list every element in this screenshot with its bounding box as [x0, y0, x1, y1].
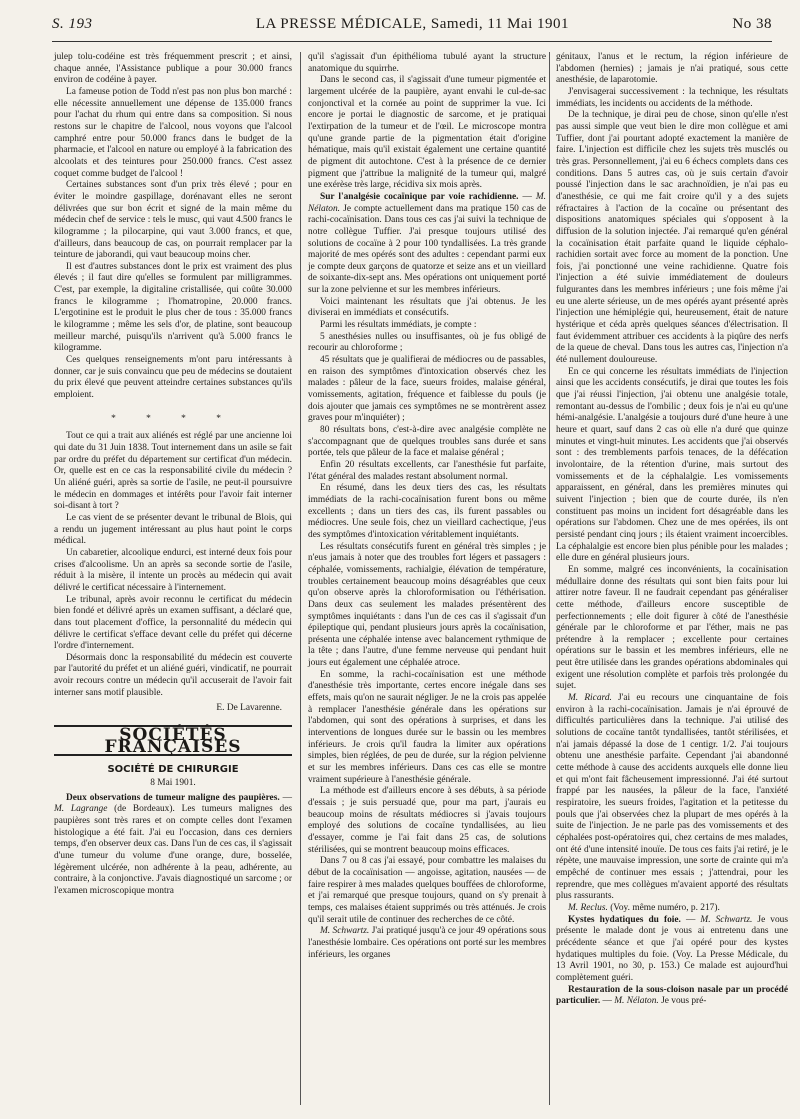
paragraph: Désormais donc la responsabilité du médecin est couverte par l'autorité du préfet et un aliéné guéri, vindicatif, ne pourrait avoir recours contre un médecin qu'il accuserait de l'avoir fait interner sans motif plausible.: [54, 652, 292, 698]
paragraph: julep tolu-codéine est très fréquemment prescrit ; et ainsi, chaque année, l'Assistance publique a pour 30.000 francs environ de codéine à payer.: [54, 52, 292, 86]
section-title: SOCIÉTÉS FRANÇAISES: [54, 725, 292, 756]
paragraph: Dans 7 ou 8 cas j'ai essayé, pour combattre les malaises du début de la cocaïnisation — angoisse, agitation, nausées — de faire respirer à mes malades quelques bouffées de chloroforme, et j'ai remarqué que presque toujours, quand on s'y prenait à temps, ces malaises étaient supprimés ou très atténués. Je crois qu'il serait utile de continuer des recherches de ce côté.: [308, 856, 546, 925]
paragraph: 45 résultats que je qualifierai de médiocres ou de passables, en raison des symptômes d'intoxication observés chez les malades : pâleur de la face, sueurs froides, malaise général, vomissements, agitation, fréquence et faiblesse du pouls (je dois ajouter que jamais ces symptômes ne se montrèrent assez graves pour m'inquiéter) ;: [308, 355, 546, 424]
paragraph: Sur l'analgésie cocaïnique par voie rachidienne. — M. Nélaton. Je compte actuellement dans ma pratique 150 cas de rachi-cocaïnisation. Dans tous ces cas j'ai suivi la technique de notre collègue Tuffier. J'ai presque toujours utilisé des solutions de cocaïne à 2 pour 100 tyndallisées. La très grande majorité de mes opérés sont des adultes : cependant parmi eux je compte deux garçons de quatorze et seize ans et un vieillard de soixante-dix-sept ans. Mes opérations ont uniquement porté sur la zone pelvienne et sur les membres inférieurs.: [308, 191, 547, 296]
session-date: 8 Mai 1901.: [150, 778, 196, 789]
paragraph-text: Je compte actuellement dans ma pratique 150 cas de rachi-cocaïnisation. Dans tous ces cas j'ai suivi la technique de notre collègue Tuffier. J'ai presque toujours utilisé des solutions de cocaïne à 2 pour 100 tyndallisées. La très grande majorité de mes opérés sont des adultes : cependant parmi eux je compte deux garçons de quatorze et seize ans et un vieillard de soixante-dix-sept ans. Mes opérations ont uniquement porté sur la zone pelvienne et sur les membres inférieurs.: [308, 203, 547, 296]
paragraph: [556, 903, 788, 915]
paragraph: Tout ce qui a trait aux aliénés est réglé par une ancienne loi qui date du 31 Juin 1838. Tout internement dans un asile se fait par ordre du préfet du département sur certificat d'un médecin. Or, quelle est en ce cas la responsabilité civile du médecin ? Un aliéné guéri, après sa sortie de l'asile, ne peut-il poursuivre le médecin en dommages et intérêts pour l'avoir fait interner soi-disant à tort ?: [54, 431, 292, 512]
paragraph-text: J'ai eu recours une cinquantaine de fois environ à la rachi-cocaïnisation. Jamais je n'ai éprouvé de difficultés particulières dans la technique. J'ai utilisé des solutions de cocaïne tantôt tyndallisées, tantôt stérilisées, et n'ai jamais dépassé la dose de 1 centigr. 1/2. J'ai toujours obtenu une anesthésie parfaite. Cependant j'ai abandonné cette méthode à cause des accidents auxquels elle donne lieu et qui m'ont fait fâcheusement impressionné. J'ai été surtout frappé par les nausées, la pâleur de la face, l'anxiété respiratoire, les sueurs froides, l'agitation et la petitesse du pouls que j'ai observées chez la plupart de mes opérés à la suite de l'injection. Je ne parle pas des vomissements et des céphalées post-opératoires qui, chez certains de mes malades, ont été d'une intensité inouïe. De tous ces faits j'ai retiré, je le répète, une mauvaise impression, une sorte de crainte qui m'a empêché de continuer mes essais ; j'attendrai, pour les reprendre, que mes collègues m'avaient apporté des résultats plus rassurants.: [556, 693, 789, 902]
paragraph: En ce qui concerne les résultats immédiats de l'injection ainsi que les accidents consécutifs, je dirai que toutes les fois que j'ai réussi l'injection, j'ai obtenu une analgésie totale, remontant au-dessus de l'ombilic ; deux fois je n'ai eu qu'une hémi-analgésie. L'analgésie a toujours duré d'une heure à une heure et quart, sauf dans 2 cas où elle n'a duré que quinze minutes et vingt-huit minutes. Les accidents que j'ai observés sont : des tremblements parfois tenaces, de la défécation involontaire, de la rétention d'urine, mais surtout des vomissements et de la céphalalgie. Les vomissements apparaissent, en général, dans les premières minutes qui suivent l'injection ; bien que de courte durée, ils n'en constituent pas moins un incident fort désagréable dans les opérations sur l'abdomen. Chez une de mes opérées, ils ont persisté pendant cinq jours ; ils étaient vraiment incoercibles. La céphalalgie est encore bien plus pénible pour les malades ; elle dure en général plusieurs jours.: [556, 366, 788, 564]
page-header: [52, 16, 772, 38]
article-heading: Sur l'analgésie cocaïnique par voie rachidienne.: [320, 191, 519, 202]
paragraph: J'envisagerai successivement : la technique, les résultats immédiats, les incidents ou accidents de la méthode.: [556, 86, 788, 109]
paragraph: Voici maintenant les résultats que j'ai obtenus. Je les diviserai en immédiats et consécutifs.: [308, 296, 546, 319]
paragraph: Un cabaretier, alcoolique endurci, est interné deux fois pour crises d'alcoolisme. Un an après sa seconde sortie de l'asile, réduit à la misère, il intente un procès au médecin qui avait délivré le certificat nécessaire à l'internement.: [54, 547, 292, 593]
header-rule: [52, 41, 772, 42]
paragraph: Kystes hydatiques du foie. — M. Schwartz. Je vous présente le malade dont je vous ai entretenu dans une précédente séance et que j'ai opéré pour des kystes hydatiques multiples du foie. (Voy. La Presse Médicale, du 13 Avril 1901, no 30, p. 153.) Ce malade est aujourd'hui complètement guéri.: [556, 914, 789, 983]
paragraph: De la technique, je dirai peu de chose, sinon qu'elle n'est pas aussi simple que veut bien le dire mon collègue et ami Tuffier, dont j'ai pourtant adopté exactement la manière de faire. L'injection est difficile chez les sujets très musclés ou très gras. Personnellement, j'ai eu 6 échecs complets dans ces conditions. Dans 5 autres cas, où je suis certain d'avoir poussé l'injection dans le sac arachnoïdien, je n'ai pas eu d'anesthésie, ce qui me fait croire qu'il y a des sujets réfractaires à l'action de la cocaïne ou présentant des dispositions anatomiques spéciales qui s'opposent à la diffusion de la solution injectée. J'ai remarqué qu'en général la cocaïnisation était parfaite quand le liquide céphalo-rachidien sortait avec force au moment de la ponction. Une fois, j'ai ponctionné une veine rachidienne. Quatre fois l'injection a été suivie immédiatement de douleurs fulgurantes dans les membres inférieurs ; une fois même j'ai eu une alerte sérieuse, un de mes opérés ayant présenté après l'injection une hémiplégie qui, heureusement, était de nature hystérique et céda après quelques séances d'électrisation. Il faut évidemment attribuer ces accidents à la piqûre des nerfs de la queue de cheval. Dans tous les autres cas, l'injection n'a été nullement douloureuse.: [556, 110, 788, 366]
column-1: [54, 52, 292, 898]
column-divider: [549, 52, 550, 1105]
article-heading: Kystes hydatiques du foie.: [568, 914, 681, 925]
paragraph: qu'il s'agissait d'un épithélioma tubulé ayant la structure anatomique du squirrhe.: [308, 52, 546, 74]
paragraph-text: Je vous présente le malade dont je vous ai entretenu dans une précédente séance et que j'ai opéré pour des kystes hydatiques multiples du foie. (Voy. La Presse Médicale, du 13 Avril 1901, no 30, p. 153.) Ce malade est aujourd'hui complètement guéri.: [556, 914, 789, 983]
column-divider: [300, 52, 301, 1105]
paragraph: Le cas vient de se présenter devant le tribunal de Blois, qui a rendu un jugement intéressant au plus haut point le corps médical.: [54, 512, 292, 547]
paragraph-text: (Voy. même numéro, p. 217).: [610, 902, 720, 913]
column-3: [556, 52, 788, 1008]
paragraph: En somme, la rachi-cocaïnisation est une méthode d'anesthésie très importante, certes encore inégale dans ses effets, mais qu'on ne saurait négliger. Je ne la crois pas appelée à remplacer l'anesthésie générale dans les opérations sur l'abdomen, qui sont des opérations à surprises, et dans les interventions de longues durée sur le bassin ou les membres inférieurs. Je crois qu'il faudra la limiter aux opérations simples, bien réglées, de peu de durée, sur la région pelvienne et sur les membres inférieurs. Dans ces cas elle se montre vraiment supérieure à l'anesthésie générale.: [308, 669, 546, 785]
paragraph: Ces quelques renseignements m'ont paru intéressants à donner, car je suis convaincu que peu de médecins se doutaient du prix élevé que peuvent atteindre certaines substances qu'ils emploient.: [54, 355, 292, 401]
article-heading: Restauration de la sous-cloison nasale par un procédé particulier.: [556, 984, 788, 1007]
speaker-name: M. Schwartz.: [700, 914, 753, 925]
paragraph: Il est d'autres substances dont le prix est vraiment des plus élevés ; il faut dire qu'elles se formulent par milligrammes. C'est, par exemple, la digitaline cristallisée, qui coûte 30.000 francs le kilogramme ; l'homatropine, 20.000 francs. L'ergotinine est le produit le plus cher de tous : 35.000 francs le kilogramme ; même les sels d'or, de platine, sont beaucoup meilleur marché, puisqu'ils n'arrivent qu'à 5.000 francs le kilogramme.: [54, 261, 292, 354]
speaker-name: M. Schwartz.: [320, 926, 370, 937]
paragraph: Deux observations de tumeur maligne des paupières. — M. Lagrange (de Bordeaux). Les tumeurs malignes des paupières sont très rares et on compte celles dont l'examen histologique a été fait. J'ai eu l'occasion, dans ces derniers temps, d'en observer deux cas. Dans l'un de ces cas, il s'agissait d'une tumeur du volume d'une orange, dure, bosselée, légèrement ulcérée, non adhérente à la peau, adhérente, au contraire, à la conjonctive. J'avais diagnostiqué un sarcome ; or l'examen microscopique montra: [54, 792, 293, 896]
paragraph-text: Je vous pré-: [661, 996, 707, 1007]
paragraph: En résumé, dans les deux tiers des cas, les résultats immédiats de la rachi-cocaïnisation furent bons ou même excellents ; dans un tiers des cas, ils furent passables ou médiocres. Une seule fois, chez un vieillard cachectique, j'eus des symptômes d'intoxication véritablement inquiétants.: [308, 483, 546, 540]
paragraph: Enfin 20 résultats excellents, car l'anesthésie fut parfaite, l'état général des malades restant absolument normal.: [308, 459, 546, 482]
speaker-name: M. Nélaton.: [308, 191, 546, 214]
paragraph: [308, 926, 546, 961]
publication-title: LA PRESSE MÉDICALE, Samedi, 11 Mai 1901: [255, 16, 570, 32]
speaker-name: M. Reclus.: [568, 902, 608, 913]
paragraph: 5 anesthésies nulles ou insuffisantes, où je fus obligé de recourir au chloroforme ;: [308, 331, 546, 354]
paragraph: La fameuse potion de Todd n'est pas non plus bon marché : elle nécessite annuellement une dépense de 135.000 francs pour l'achat du rhum qui entre dans sa composition. Si nous restons sur le chapitre de l'alcool, nous voyons que l'alcool camphré entre pour 50.000 francs dans le budget de la pharmacie, et l'alcool en nature ou employé à la fabrication des alcoolats et des teintures pour 250.000 francs. C'est assez coquet comme budget de l'alcool !: [54, 86, 292, 179]
column-2: [308, 52, 546, 961]
paragraph-text: (de Bordeaux). Les tumeurs malignes des paupières sont très rares et on compte celles dont l'examen histologique a été fait. J'ai eu l'occasion, dans ces derniers temps, d'en observer deux cas. Dans l'un de ces cas, il s'agissait d'une tumeur du volume d'une orange, dure, bosselée, légèrement ulcérée, non adhérente à la peau, adhérente, au contraire, à la conjonctive. J'avais diagnostiqué un sarcome ; or l'examen microscopique montra: [54, 804, 293, 896]
speaker-name: M. Nélaton.: [614, 996, 659, 1007]
page-number: S. 193: [52, 16, 93, 32]
paragraph: La méthode est d'ailleurs encore à ses débuts, à sa période d'essais ; je suis persuadé que, pour ma part, j'aurais eu beaucoup moins de résultats médiocres si j'avais toujours employé des solutions de cocaïne tyndallisées, au lieu d'essayer, comme je l'ai fait dans 25 cas, de solutions stérilisées, qui se montrent beaucoup moins efficaces.: [308, 786, 546, 855]
paragraph: Certaines substances sont d'un prix très élevé ; pour en éviter le moindre gaspillage, dorénavant elles ne seront délivrées que sur bon écrit et signé de la main même du médecin chef de service : tels le musc, qui vaut 4.500 francs le kilogramme ; la pilocarpine, qui vaut 3.000 francs, et que, d'ailleurs, dans beaucoup de cas, on pourrait remplacer par la teinture de jaborandi, qui vaut beaucoup moins cher.: [54, 180, 292, 261]
speaker-name: M. Lagrange: [54, 804, 108, 815]
paragraph: Les résultats consécutifs furent en général très simples ; je n'eus jamais à noter que des troubles fort légers et passagers : céphalée, vomissements, rachialgie, élévation de température, troubles certainement beaucoup moins désagréables que ceux qu'on observe après la chloroformisation ou l'éthérisation. Dans deux cas seulement les malades présentèrent des symptômes inquiétants : dans l'un de ces cas il s'agissait d'un épileptique qui, pendant plusieurs jours après la cocaïnisation, présenta une céphalée intense avec balancement rythmique de la tête ; dans l'autre, d'une femme nerveuse qui pendant huit jours eut également une céphalée atroce.: [308, 541, 546, 669]
paragraph: [556, 693, 788, 903]
paragraph: Le tribunal, après avoir reconnu le certificat du médecin bien fondé et délivré après un examen suffisant, a déclaré que, dans tout placement d'office, la personnalité du médecin qui délivre le certificat s'efface devant celle du préfet qui décerne l'ordre d'internement.: [54, 594, 292, 652]
section-separator: [54, 414, 292, 426]
paragraph: 80 résultats bons, c'est-à-dire avec analgésie complète ne s'accompagnant que de quelques troubles sans durée et sans portée, tels que pâleur de la face et malaise général ;: [308, 425, 546, 459]
paragraph: génitaux, l'anus et le rectum, la région inférieure de l'abdomen (hernies) ; jamais je n'ai pratiqué, sous cette anesthésie, de laparotomie.: [556, 52, 788, 86]
paragraph: En somme, malgré ces inconvénients, la cocaïnisation médullaire donne des résultats qui sont bien faits pour lui attirer notre faveur. Il ne faudrait cependant pas généraliser cette méthode, d'ailleurs encore susceptible de perfectionnements ; elle doit figurer à côté de l'anesthésie générale par le chloroforme et par l'éther, mais ne pas prétendre à la remplacer ; excellente pour certaines opérations sur le bassin et les membres inférieurs, elle ne peut être utilisée dans les grandes opérations abdominales qui exigent une résolution complète et parfois très prolongée du sujet.: [556, 564, 788, 692]
paragraph: Parmi les résultats immédiats, je compte :: [320, 320, 477, 331]
society-heading: SOCIÉTÉ DE CHIRURGIE: [107, 764, 239, 776]
issue-number: No 38: [732, 16, 772, 32]
article-heading: Deux observations de tumeur maligne des paupières.: [66, 792, 280, 803]
paragraph-text: J'ai pratiqué jusqu'à ce jour 49 opérations sous l'anesthésie lombaire. Ces opérations ont porté sur les membres inférieurs, les organes: [308, 926, 547, 960]
paragraph: Restauration de la sous-cloison nasale par un procédé particulier. — M. Nélaton. Je vous pré-: [556, 984, 788, 1007]
author-signature: E. De Lavarenne.: [216, 703, 282, 714]
speaker-name: M. Ricard.: [568, 693, 612, 704]
paragraph: Dans le second cas, il s'agissait d'une tumeur pigmentée et largement ulcérée de la paupière, ayant envahi le cul-de-sac conjonctival et la cornée au point de supprimer la vue. Ici encore je portai le diagnostic de sarcome, et je pratiquai l'extirpation de la tumeur et de l'œil. Le microscope montra qu'une grande partie de la pigmentation était d'origine hématique, mais qu'il existait également une certaine quantité de pigment dit autochtone. C'est à la présence de ce dernier pigment que j'attribue la malignité de la tumeur qui, malgré une exérèse très large, récidiva six mois après.: [308, 75, 546, 191]
